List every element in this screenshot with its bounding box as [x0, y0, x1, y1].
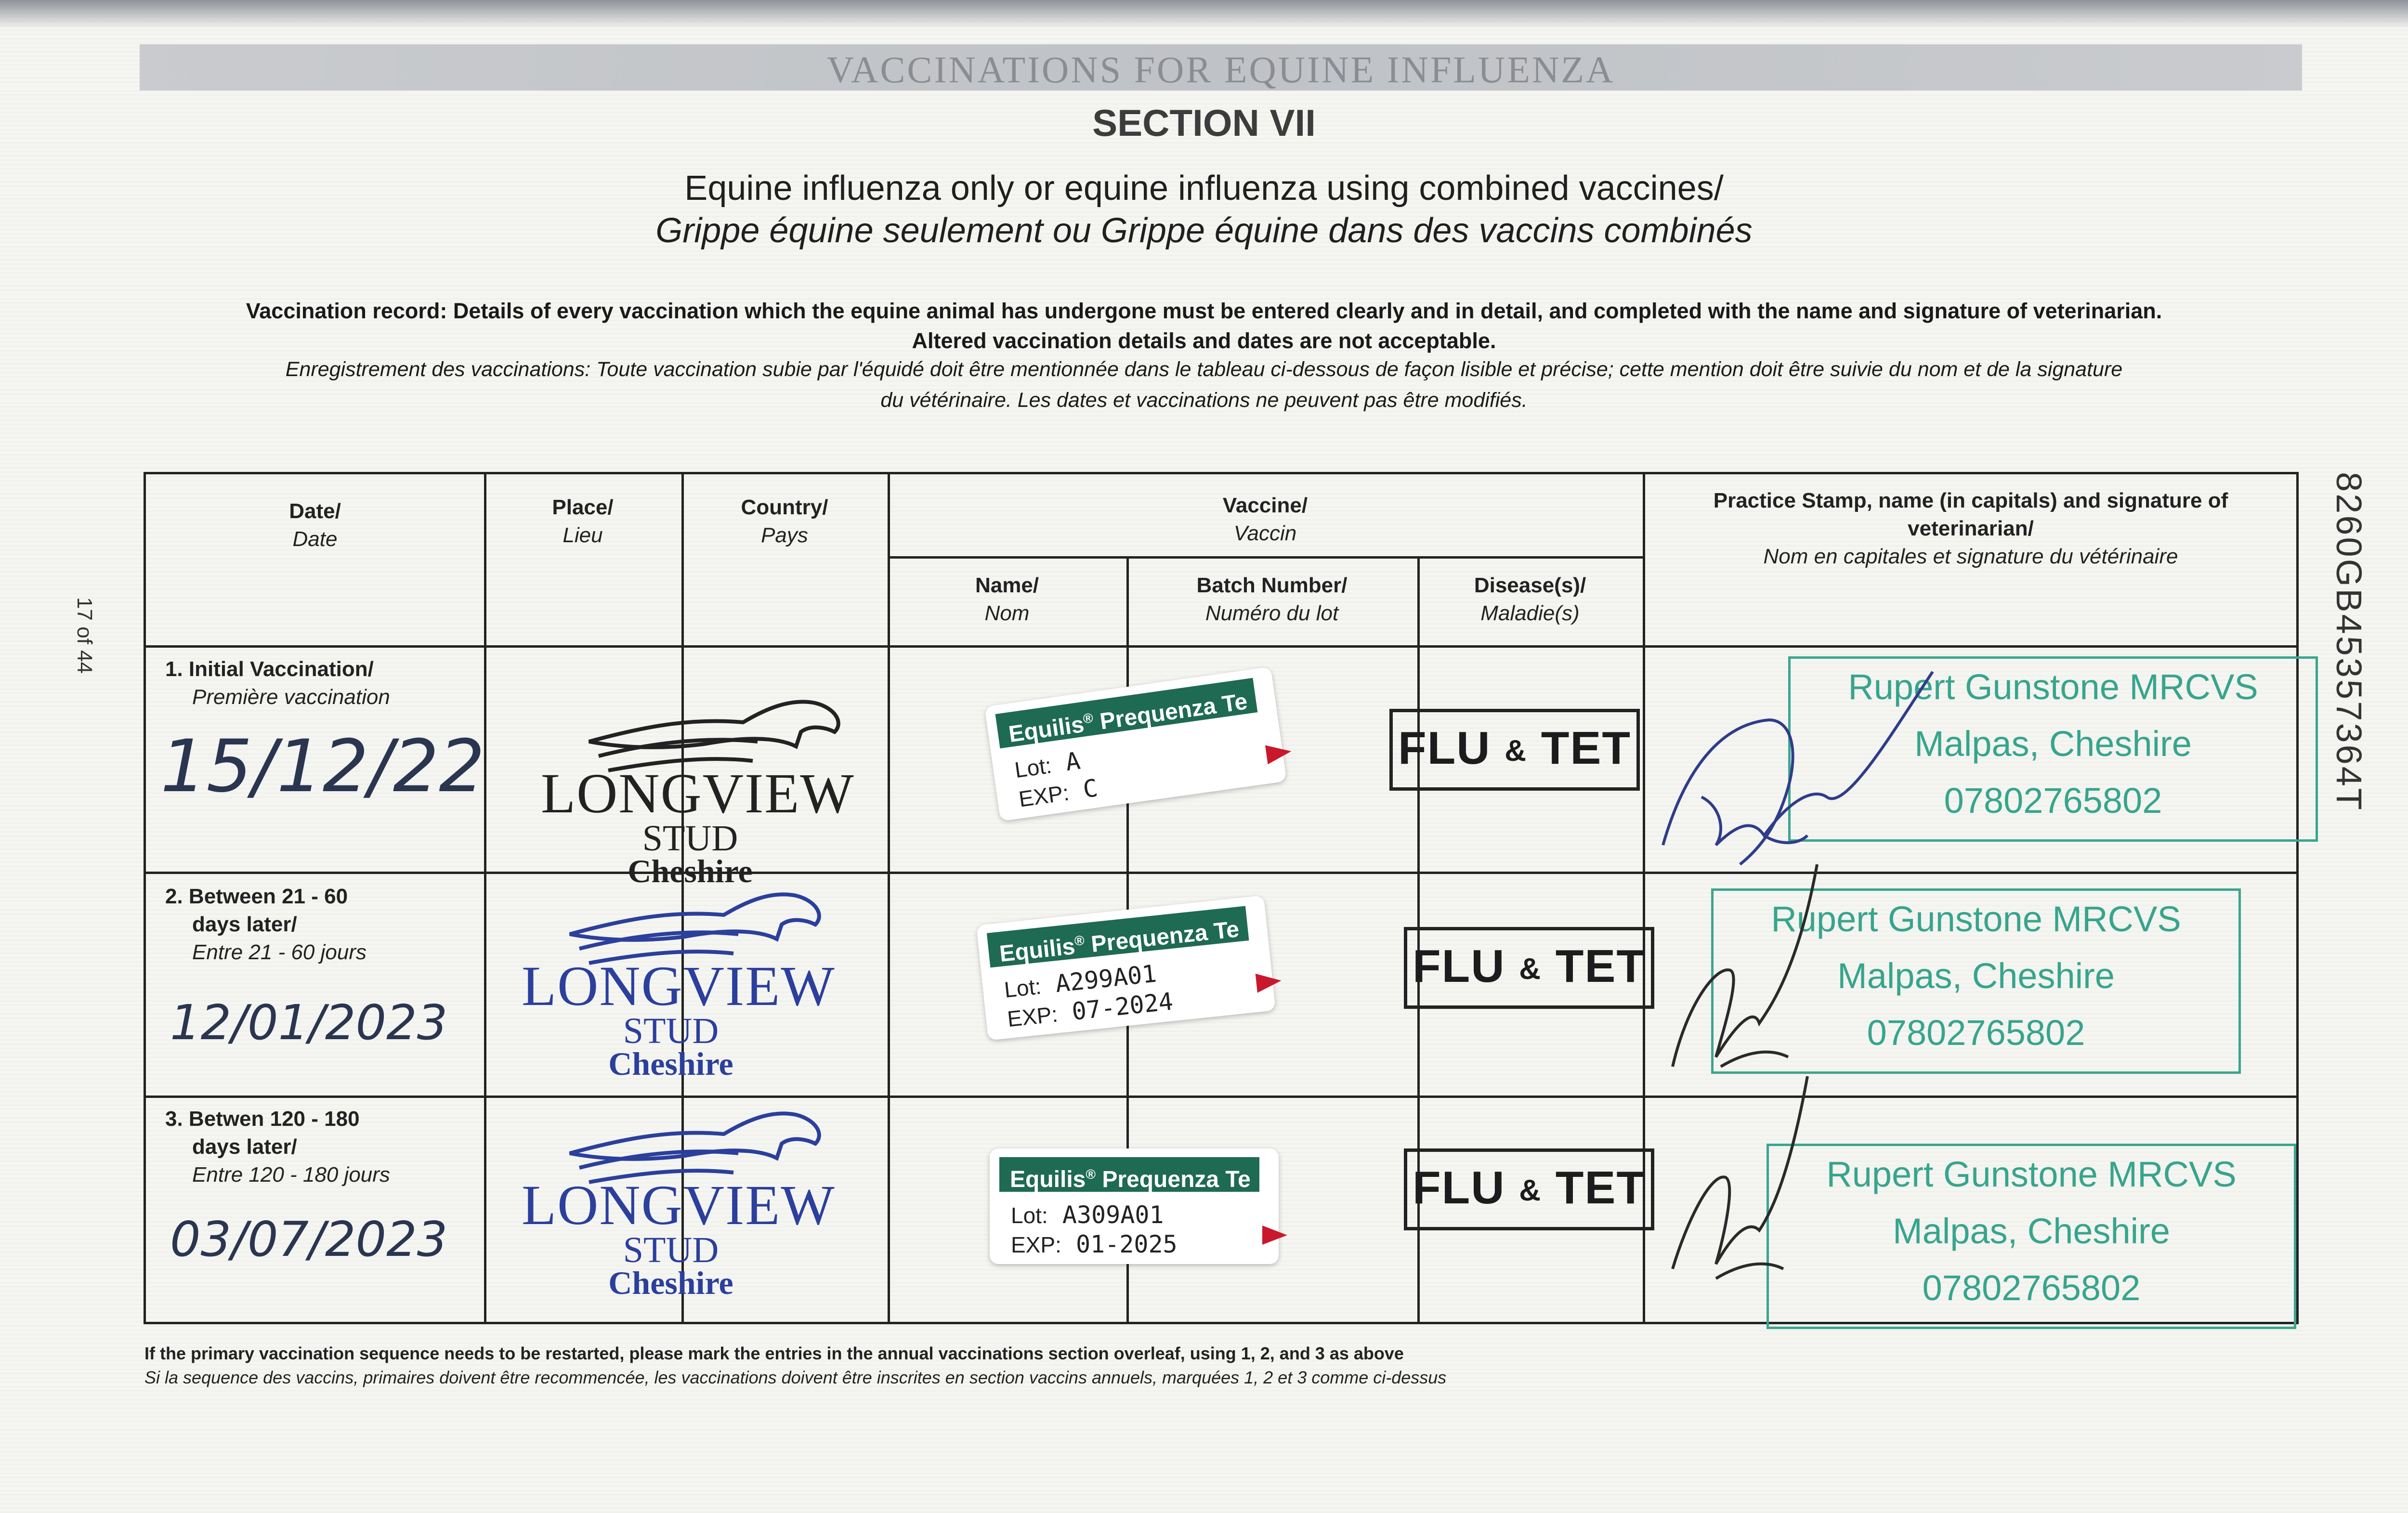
header-batch-en: Batch Number/ — [1196, 574, 1348, 597]
row3-label-en1: 3. Betwen 120 - 180 — [165, 1107, 360, 1131]
row2-date: 12/01/2023 — [170, 994, 448, 1051]
exp-label: EXP: — [1011, 1232, 1061, 1257]
header-vaccine — [888, 492, 1643, 548]
instructions-english — [0, 296, 2408, 356]
row1-batch-lot: A — [1063, 746, 1082, 777]
header-name-en: Name/ — [975, 574, 1039, 597]
row3-label-fr: Entre 120 - 180 jours — [192, 1163, 390, 1187]
instructions-french — [0, 354, 2408, 416]
row3-vaccine-sticker — [990, 1148, 1279, 1264]
sticker-brand: Equilis — [1007, 711, 1086, 748]
row-divider — [888, 556, 1643, 559]
sticker-product: Prequenza Te — [1092, 689, 1249, 736]
disease-flu: FLU — [1398, 722, 1491, 774]
instructions-en-line2: Altered vaccination details and dates are not acceptable. — [912, 328, 1496, 353]
vet-town: Malpas, Cheshire — [1893, 1211, 2170, 1251]
row1-logo-stud: STUD — [642, 818, 738, 859]
passport-serial: 8260GB45357364T — [2329, 472, 2369, 812]
section-number: SECTION VII — [1092, 102, 1316, 144]
row2-label — [165, 883, 366, 966]
vet-name: Rupert Gunstone MRCVS — [1771, 899, 2181, 939]
page-number: 17 of 44 — [73, 597, 96, 674]
disease-flu: FLU — [1412, 940, 1505, 992]
header-place — [484, 494, 681, 549]
vet-phone: 07802765802 — [1944, 781, 2162, 821]
sticker-reg: ® — [1082, 710, 1094, 727]
row3-date: 03/07/2023 — [170, 1211, 448, 1267]
instructions-fr-line1: Enregistrement des vaccinations: Toute vaccination subie par l'équidé doit être mentionnée dans le tableau ci-dessous de façon lisible et précise; cette mention doit être suivie du nom et de la signature — [285, 358, 2123, 381]
exp-label: EXP: — [1017, 780, 1071, 812]
row1-logo-name: LONGVIEW — [541, 762, 855, 825]
row1-place-logo — [541, 689, 855, 900]
row2-logo-stud: STUD — [623, 1011, 719, 1051]
header-stamp-en2: veterinarian/ — [1908, 517, 2034, 540]
row1-batch-exp: C — [1081, 774, 1099, 804]
sticker-lot-info — [1013, 744, 1099, 814]
sticker-reg: ® — [1073, 932, 1086, 949]
row2-logo-name: LONGVIEW — [522, 954, 836, 1017]
vet-phone: 07802765802 — [1867, 1013, 2085, 1053]
section-banner — [140, 44, 2302, 91]
disease-amp: & — [1519, 952, 1542, 986]
header-date-en: Date/ — [289, 499, 341, 523]
vet-name: Rupert Gunstone MRCVS — [1848, 667, 2258, 707]
row1-date: 15/12/22 — [160, 725, 485, 809]
exp-label: EXP: — [1006, 1001, 1059, 1032]
header-batch-fr: Numéro du lot — [1205, 601, 1339, 625]
row3-label — [165, 1105, 390, 1189]
sticker-brand: Equilis — [1010, 1167, 1086, 1192]
row3-logo-name: LONGVIEW — [522, 1174, 836, 1237]
row1-disease-stamp — [1389, 709, 1640, 791]
row2-label-en1: 2. Between 21 - 60 — [165, 885, 348, 908]
row2-batch-lot: A299A01 — [1054, 959, 1158, 998]
lot-label: Lot: — [1003, 973, 1043, 1003]
sticker-product: Prequenza Te — [1096, 1167, 1251, 1192]
row3-batch-lot: A309A01 — [1062, 1201, 1164, 1229]
disease-tet: TET — [1555, 1162, 1646, 1213]
row3-place-logo — [522, 1100, 836, 1312]
row1-label-fr: Première vaccination — [192, 685, 390, 709]
row1-logo-region: Cheshire — [628, 853, 753, 889]
header-disease-fr: Maladie(s) — [1480, 601, 1580, 625]
title-english: Equine influenza only or equine influenza using combined vaccines/ — [684, 169, 1724, 208]
header-stamp-fr: Nom en capitales et signature du vétérinaire — [1763, 545, 2178, 568]
row1-label — [165, 655, 390, 711]
header-place-fr: Lieu — [563, 523, 603, 547]
header-date-fr: Date — [292, 527, 338, 551]
row3-label-en2: days later/ — [192, 1135, 297, 1159]
sticker-band — [987, 906, 1249, 967]
row2-label-fr: Entre 21 - 60 jours — [192, 940, 366, 964]
banner-text: VACCINATIONS FOR EQUINE INFLUENZA — [826, 49, 1615, 91]
sticker-tab — [1265, 742, 1293, 764]
header-disease — [1417, 572, 1643, 627]
sticker-product: Prequenza Te — [1083, 916, 1241, 958]
vet-town: Malpas, Cheshire — [1837, 956, 2115, 996]
row1-vaccine-sticker — [984, 666, 1287, 821]
row3-logo-stud: STUD — [623, 1230, 719, 1270]
vet-phone: 07802765802 — [1922, 1268, 2141, 1308]
header-country — [681, 494, 888, 549]
instructions-fr-line2: du vétérinaire. Les dates et vaccinations ne peuvent pas être modifiés. — [880, 389, 1528, 412]
sticker-band — [995, 678, 1258, 748]
row2-label-en2: days later/ — [192, 913, 297, 936]
row3-logo-region: Cheshire — [608, 1265, 733, 1301]
vaccination-table — [144, 472, 2299, 1324]
header-vaccine-name — [888, 572, 1126, 627]
header-disease-en: Disease(s)/ — [1474, 574, 1586, 597]
row1-label-en: 1. Initial Vaccination/ — [165, 657, 374, 681]
disease-amp: & — [1519, 1174, 1542, 1207]
sticker-lot-info — [1003, 958, 1175, 1033]
row2-batch-exp: 07-2024 — [1070, 987, 1175, 1026]
sticker-tab — [1256, 971, 1283, 993]
row2-disease-stamp — [1404, 927, 1654, 1009]
header-place-en: Place/ — [552, 496, 614, 519]
row2-logo-region: Cheshire — [608, 1045, 733, 1082]
vet-name: Rupert Gunstone MRCVS — [1826, 1154, 2237, 1194]
footer-note-english: If the primary vaccination sequence needs to be restarted, please mark the entries in the annual vaccinations section overleaf, using 1, 2, and 3 as above — [144, 1343, 1404, 1363]
disease-flu: FLU — [1412, 1162, 1505, 1213]
title-french: Grippe équine seulement ou Grippe équine dans des vaccins combinés — [655, 211, 1753, 250]
veterinarian-signatures-icon — [1644, 595, 2077, 1346]
col-divider — [484, 474, 486, 1324]
disease-tet: TET — [1541, 722, 1632, 774]
sticker-tab — [1262, 1226, 1287, 1245]
row2-vaccine-sticker — [976, 895, 1276, 1040]
header-batch-number — [1126, 572, 1417, 627]
header-name-fr: Nom — [984, 601, 1030, 625]
header-practice-stamp — [1643, 487, 2299, 571]
row2-place-logo — [522, 881, 836, 1093]
header-vaccine-fr: Vaccin — [1233, 522, 1297, 545]
instructions-en-line1: Vaccination record: Details of every vaccination which the equine animal has undergone must be entered clearly and in detail, and completed with the name and signature of veterinarian. — [246, 299, 2162, 323]
header-stamp-en1: Practice Stamp, name (in capitals) and signature of — [1713, 489, 2228, 512]
sticker-band — [999, 1157, 1259, 1192]
disease-amp: & — [1505, 734, 1528, 768]
header-date — [146, 497, 484, 553]
row3-batch-exp: 01-2025 — [1075, 1230, 1178, 1258]
sticker-brand: Equilis — [998, 933, 1076, 967]
disease-tet: TET — [1555, 940, 1646, 992]
row3-disease-stamp — [1404, 1148, 1654, 1230]
header-vaccine-en: Vaccine/ — [1222, 494, 1308, 517]
sticker-reg: ® — [1086, 1167, 1096, 1182]
header-country-en: Country/ — [741, 496, 828, 519]
lot-label: Lot: — [1013, 753, 1053, 783]
lot-label: Lot: — [1011, 1203, 1048, 1228]
footer-note-french: Si la sequence des vaccins, primaires doivent être recommencée, les vaccinations doivent être inscrites en section vaccins annuels, marquées 1, 2 et 3 comme ci-dessus — [144, 1368, 1447, 1387]
scan-shadow — [0, 0, 2408, 29]
header-country-fr: Pays — [761, 523, 808, 547]
sticker-lot-info — [1011, 1200, 1178, 1259]
vet-town: Malpas, Cheshire — [1914, 724, 2192, 764]
